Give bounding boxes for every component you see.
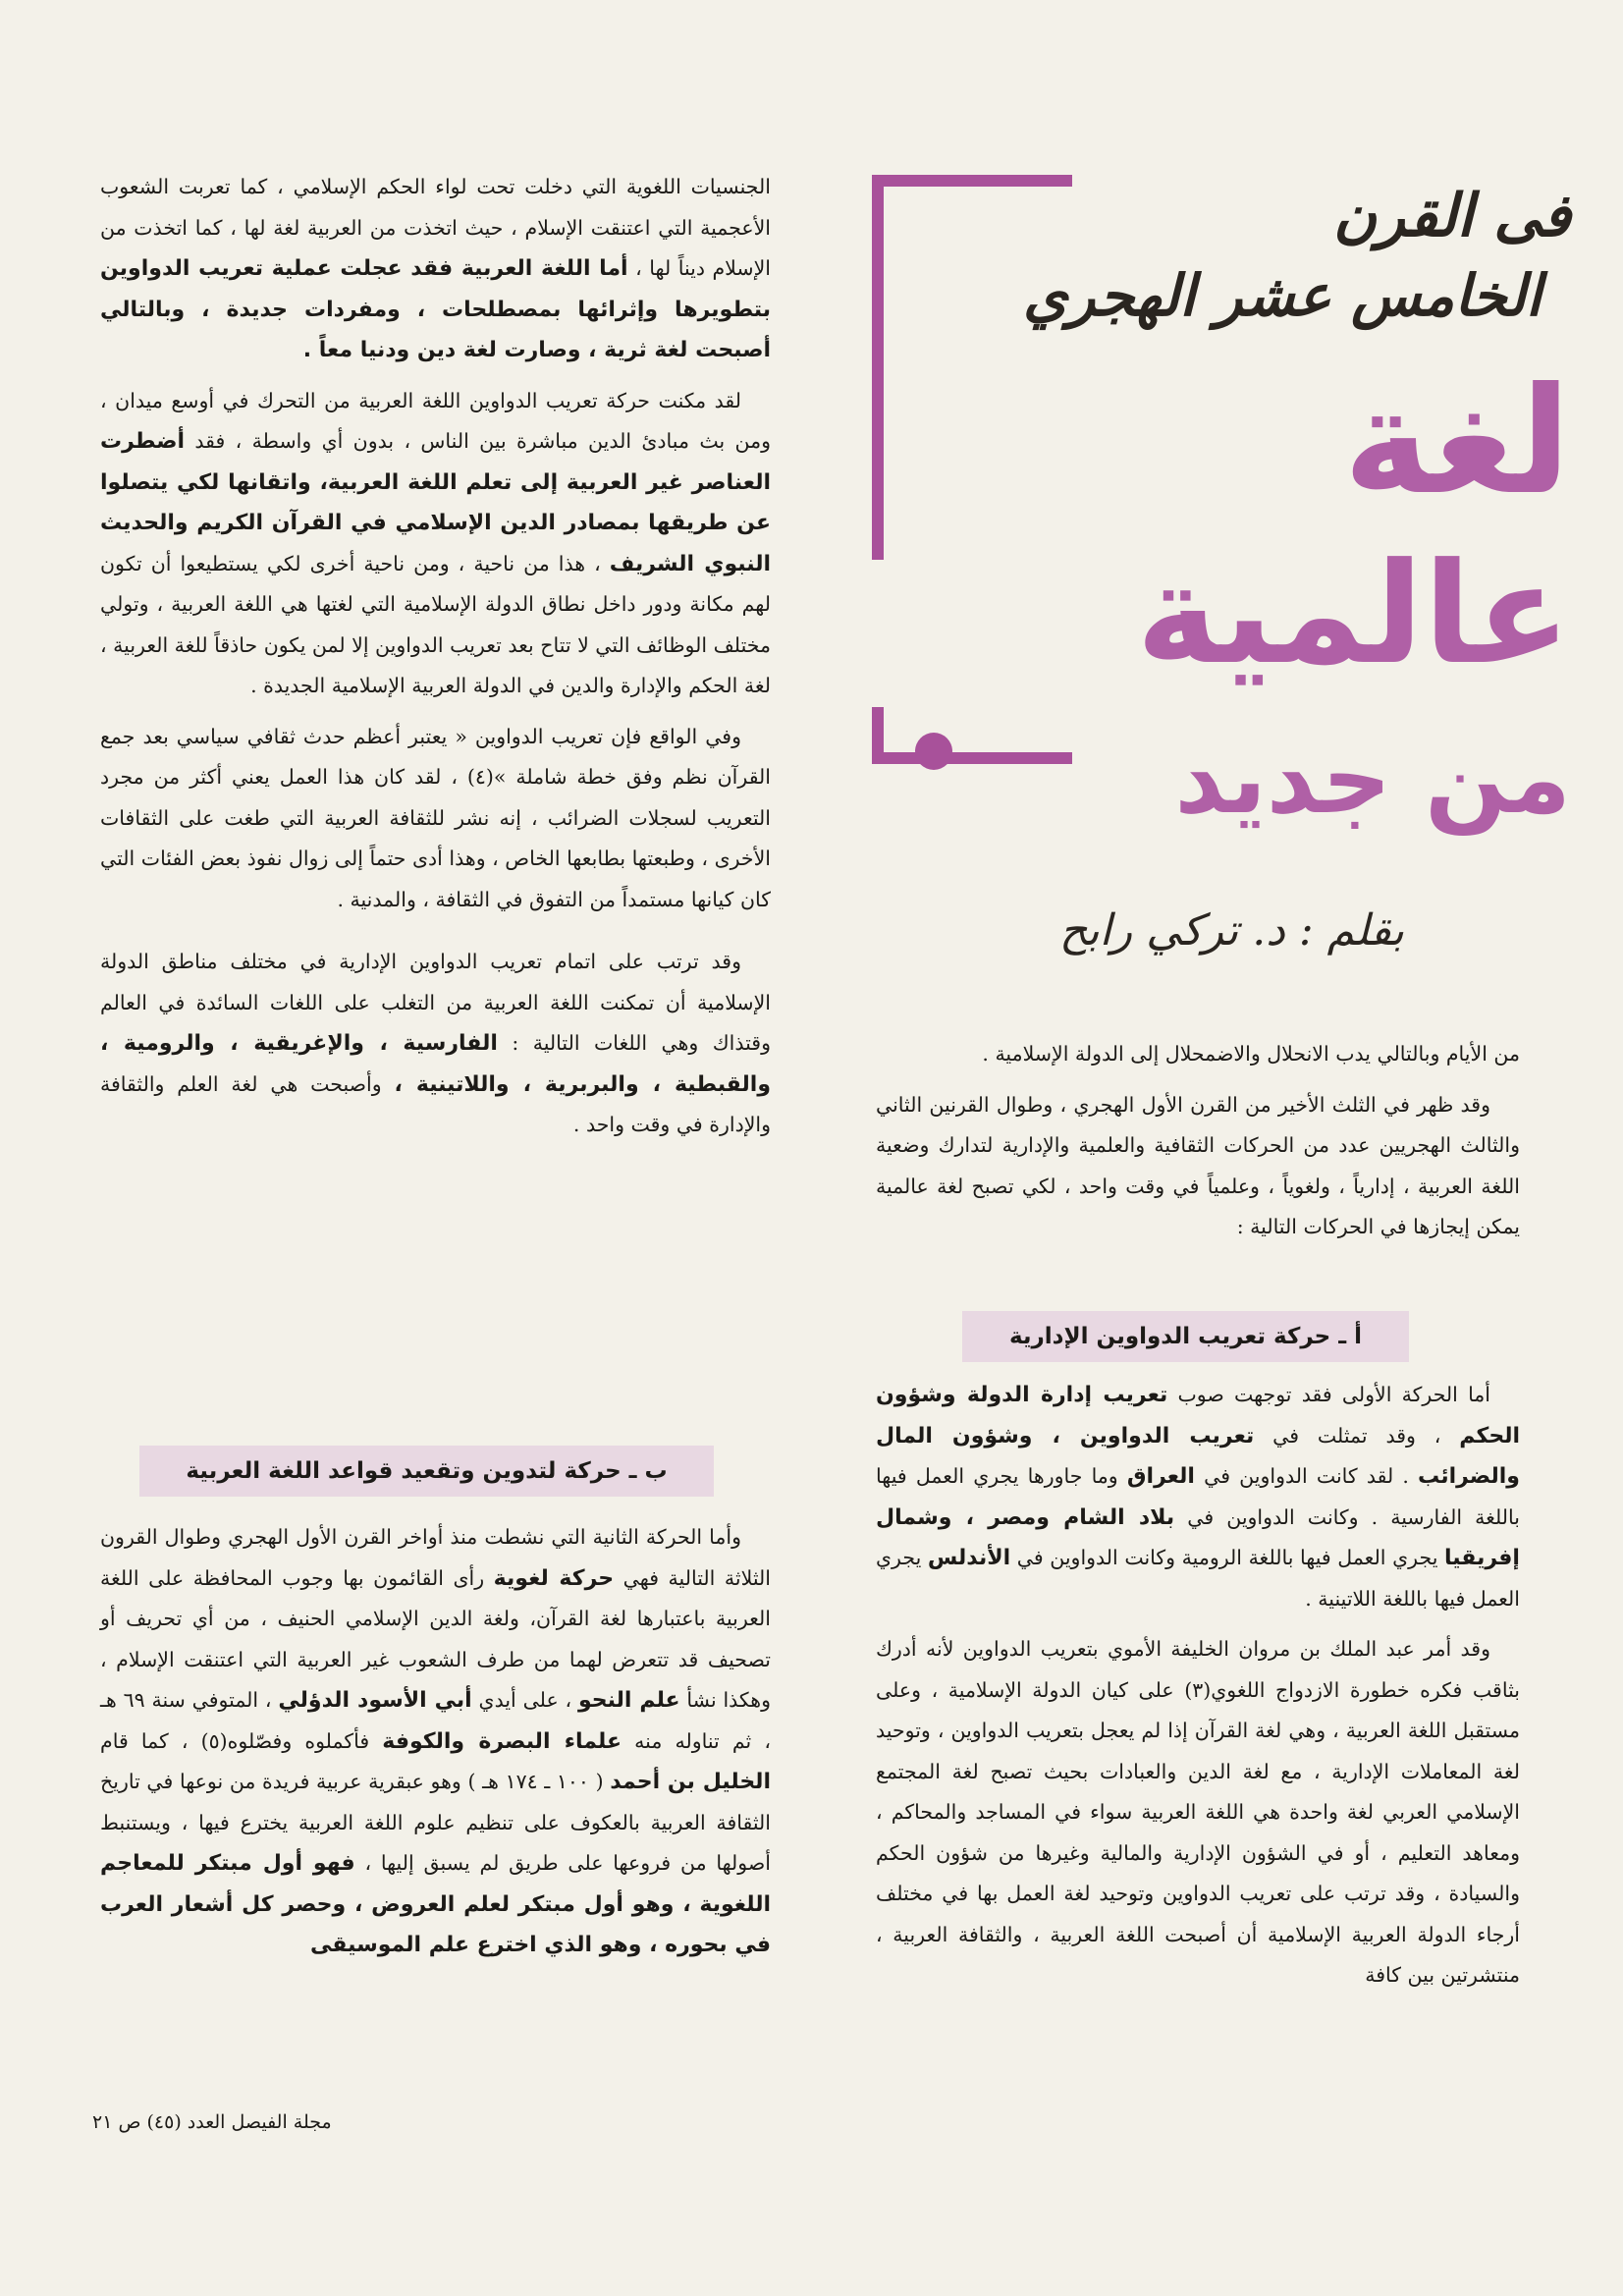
bold-phrase: العراق (1126, 1464, 1195, 1489)
bold-phrase: أضطرت العناصر غير العربية إلى تعلم اللغة العربية، واتقانها لكي يتصلوا عن طريقها بمصادر الدين الإسلامي في القرآن الكريم والحديث النبوي الشريف (100, 429, 771, 576)
bold-phrase: علماء البصرة والكوفة (382, 1728, 622, 1754)
section-heading-a: أ ـ حركة تعريب الدواوين الإدارية (962, 1311, 1409, 1362)
left-paragraph-2: لقد مكنت حركة تعريب الدواوين اللغة العربية من التحرك في أوسع ميدان ، ومن بث مبادئ الدين مباشرة بين الناس ، بدون أي واسطة ، فقد أضطرت العناصر غير العربية إلى تعلم اللغة العربية، واتقانها لكي يتصلوا عن طريقها بمصادر الدين الإسلامي في القرآن الكريم والحديث النبوي الشريف ، هذا من ناحية ، ومن ناحية أخرى لكي يستطيعوا أن تكون لهم مكانة ودور داخل نطاق الدولة الإسلامية التي لغتها هي اللغة العربية ، وتولي مختلف الوظائف التي لا تتاح بعد تعريب الدواوين إلا لمن يكون حاذقاً للغة العربية ، لغة الحكم والإدارة والدين في الدولة العربية الإسلامية الجديدة . (100, 388, 771, 697)
title-kicker-line1: فى القرن (1332, 182, 1571, 250)
bold-phrase: فهو أول مبتكر للمعاجم اللغوية ، وهو أول مبتكر لعلم العروض ، وحصر كل أشعار العرب في بحوره ، وهو الذي اخترع علم الموسيقى (100, 1851, 771, 1957)
left-paragraph-5: وأما الحركة الثانية التي نشطت منذ أواخر القرن الأول الهجري وطوال القرون الثلاثة التالية فهي حركة لغوية رأى القائمون بها وجوب المحافظة على اللغة العربية باعتبارها لغة القرآن، ولغة الدين الإسلامي الحنيف ، من أي تحريف أو تصحيف قد تتعرض لهما من طرف الشعوب غير العربية التي اعتنقت الإسلام ، وهكذا نشأ علم النحو ، على أيدي أبي الأسود الدؤلي ، المتوفي سنة ٦٩ هـ ، ثم تناوله منه علماء البصرة والكوفة فأكملوه وفصّلوه(٥) ، كما قام الخليل بن أحمد ( ١٠٠ ـ ١٧٤ هـ ) وهو عبقرية عربية فريدة من نوعها في تاريخ الثقافة العربية بالعكوف على تنظيم علوم اللغة العربية يخترع فيها ، ويستنبط أصولها من فروعها على طريق لم يسبق إليها ، فهو أول مبتكر للمعاجم اللغوية ، وهو أول مبتكر لعلم العروض ، وحصر كل أشعار العرب في بحوره ، وهو الذي اخترع علم الموسيقى (100, 1525, 771, 1957)
bold-phrase: حركة لغوية (493, 1565, 615, 1591)
bold-phrase: أبي الأسود الدؤلي (278, 1688, 472, 1713)
left-paragraph-3: وفي الواقع فإن تعريب الدواوين « يعتبر أعظم حدث ثقافي سياسي بعد جمع القرآن نظم وفق خطة شاملة »(٤) ، لقد كان هذا العمل يعني أكثر من مجرد التعريب لسجلات الضرائب ، إنه نشر للثقافة العربية التي طغت على الثقافات الأخرى ، وطبعتها بطابعها الخاص ، وهذا أدى حتماً إلى زوال نفوذ بعض الفئات التي كان كيانها مستمداً من التفوق في الثقافة ، والمدنية . (100, 724, 772, 911)
bold-phrase: تعريب الدواوين ، وشؤون المال والضرائب (876, 1423, 1520, 1489)
right-paragraph-1: من الأيام وبالتالي يدب الانحلال والاضمحلال إلى الدولة الإسلامية . (982, 1042, 1520, 1066)
left-column-bottom (100, 1517, 771, 1976)
bold-phrase: أما اللغة العربية فقد عجلت عملية تعريب الدواوين بتطويرها وإثرائها بمصطلحات ، ومفردات جديدة ، وبالتالي أصبحت لغة ثرية ، وصارت لغة دين ودنيا معاً . (100, 256, 771, 362)
bold-phrase: الفارسية ، والإغريقية ، والرومية ، والقبطية ، والبربرية ، واللاتينية ، (100, 1031, 771, 1097)
right-paragraph-3: أما الحركة الأولى فقد توجهت صوب تعريب إدارة الدولة وشؤون الحكم ، وقد تمثلت في تعريب الدواوين ، وشؤون المال والضرائب . لقد كانت الدواوين في العراق وما جاورها يجري العمل فيها باللغة الفارسية . وكانت الدواوين في بلاد الشام ومصر ، وشمال إفريقيا يجري العمل فيها باللغة الرومية وكانت الدواوين في الأندلس يجري العمل فيها باللغة اللاتينية . (876, 1383, 1520, 1611)
left-paragraph-1: الجنسيات اللغوية التي دخلت تحت لواء الحكم الإسلامي ، كما تعربت الشعوب الأعجمية التي اعتنقت الإسلام ، حيث اتخذت من العربية لغة لها ، كما اتخذت من الإسلام ديناً لها ، أما اللغة العربية فقد عجلت عملية تعريب الدواوين بتطويرها وإثرائها بمصطلحات ، ومفردات جديدة ، وبالتالي أصبحت لغة ثرية ، وصارت لغة دين ودنيا معاً . (100, 175, 771, 362)
right-paragraph-4: وقد أمر عبد الملك بن مروان الخليفة الأموي بتعريب الدواوين لأنه أدرك بثاقب فكره خطورة الازدواج اللغوي(٣) على كيان الدولة الإسلامية ، وعلى مستقبل اللغة العربية ، وهي لغة القرآن إذا لم يعجل بتعريب الدواوين ، وتوحيد لغة المعاملات الإدارية ، مع لغة الدين والعبادات بحيث تصبح لغة المجتمع الإسلامي العربي لغة واحدة هي اللغة العربية سواء في المساجد والمحاكم ، ومعاهد التعليم ، أو في الشؤون الإدارية والمالية وغيرها من شؤون الحكم والسيادة ، وقد ترتب على تعريب الدواوين وتوحيد لغة العمل بها في مختلف أرجاء الدولة العربية الإسلامية أن أصبحت اللغة العربية ، والثقافة العربية ، منتشرتين بين كافة (876, 1637, 1520, 1987)
main-title-line3: من جديد (1174, 724, 1571, 836)
bold-phrase: الأندلس (927, 1546, 1011, 1570)
page-footer: مجلة الفيصل العدد (٤٥) ص ٢١ (92, 2111, 332, 2133)
right-column-top (876, 1034, 1520, 1258)
right-paragraph-2: وقد ظهر في الثلث الأخير من القرن الأول الهجري ، وطوال القرنين الثاني والثالث الهجريين عدد من الحركات الثقافية والعلمية والإدارية لتدارك وضعية اللغة العربية ، إدارياً ، ولغوياً ، وعلمياً في وقت واحد ، لكي تصبح لغة عالمية يمكن إيجازها في الحركات التالية : (876, 1092, 1520, 1238)
bold-phrase: الخليل بن أحمد (610, 1770, 771, 1794)
bold-phrase: تعريب إدارة الدولة وشؤون الحكم (876, 1383, 1520, 1449)
left-column-top (100, 167, 771, 1156)
main-title-line1: لغة (1343, 356, 1571, 527)
section-heading-b: ب ـ حركة لتدوين وتقعيد قواعد اللغة العربية (139, 1446, 714, 1497)
author-byline: بقلم : د. تركي رابح (1059, 905, 1404, 956)
left-paragraph-4: وقد ترتب على اتمام تعريب الدواوين الإدارية في مختلف مناطق الدولة الإسلامية أن تمكنت اللغة العربية من التغلب على اللغات السائدة في العالم وقتذاك وهي اللغات التالية : الفارسية ، والإغريقية ، والرومية ، والقبطية ، والبربرية ، واللاتينية ، وأصبحت هي لغة العلم والثقافة والإدارة في وقت واحد . (100, 950, 771, 1136)
title-kicker-line2: الخامس عشر الهجري (1022, 262, 1542, 329)
bold-phrase: علم النحو (577, 1688, 680, 1713)
title-frame-gap (854, 560, 901, 707)
main-title-line2: عالمية (1136, 533, 1571, 695)
bold-phrase: بلاد الشام ومصر ، وشمال إفريقيا (876, 1504, 1520, 1570)
right-column-bottom (876, 1375, 1520, 2006)
